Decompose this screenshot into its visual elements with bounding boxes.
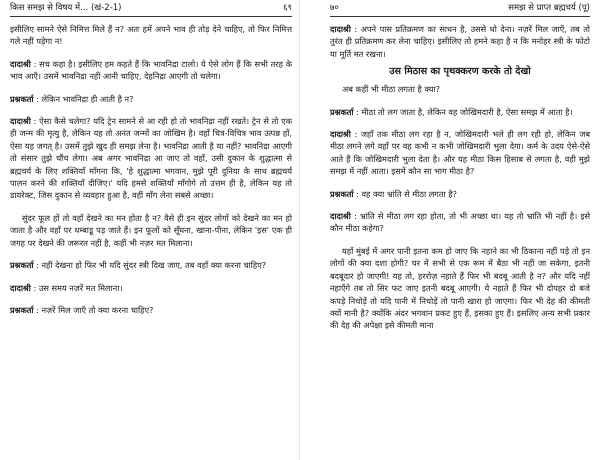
paragraph: प्रश्नकर्ता : मीठा तो लग जाता है, लेकिन वह जोखिमदारी है, ऐसा समझ में आता है। <box>330 106 573 117</box>
speaker-label: प्रश्नकर्ता <box>10 260 34 271</box>
section-heading: उस मिठास का पृथक्करण करके तो देखो <box>389 66 531 78</box>
paragraph: प्रश्नकर्ता : नहीं देखना हो फिर भी यदि सुंदर स्त्री दिख जाए, तब वहाँ क्या करना चाहिए? <box>10 260 267 271</box>
speaker-label: प्रश्नकर्ता <box>10 93 34 104</box>
right-page-number: ७० <box>330 3 339 13</box>
paragraph: सुंदर फूल हों तो वहाँ देखने का मन होता है न? वैसे ही इन सुंदर लोगों को देखने का मन हो जाता है और वहाँ पर धम्बाडू पड़ जाते हैं। इन फूलों को सूँघना, खाना-पीना, लेकिन 'इस' एक ही जगह पर देखने की जरूरत नहीं है, कहीं भी नज़र मत मिलाना। <box>10 212 292 248</box>
left-running-header <box>10 0 292 17</box>
paragraph: दादाश्री : सच कहा है। इसीलिए हम कहते हैं कि भावनिद्रा टालो। ये ऐसे लोग हैं कि सभी तरह के भाव आएँ। उसमें भावनिद्रा नहीं आनी चाहिए, देहनिद्रा आएगी तो चलेगा। <box>10 58 293 82</box>
right-page <box>300 0 600 460</box>
paragraph: दादाश्री : ऐसा कैसे चलेगा? यदि ट्रेन सामने से आ रही हो तो भावनिद्रा नहीं रखते। ट्रेन से तो एक ही जन्म की मृत्यु है, लेकिन यह तो अनंत जन्मों का जोखिम है। वहाँ चित्र-विचित्र भाव उत्पन्न हों, ऐसा यह जगत् है। उसमें तुझे खुद ही समझ लेना है। भावनिद्रा आती है या नहीं? भावनिद्रा आएगी तो संसार तुझे चौंच लेगा। अब अगर भावनिद्रा आ जाए तो वहाँ, उसी दुकान के शुद्धात्मा से ब्रह्मचर्य के लिए शक्तियाँ माँगना कि, 'हे शुद्धात्मा भगवान, मुझे पूरी दुनिया के साथ ब्रह्मचर्य पालन करने की शक्तियाँ दीजिए।' यदि हमसे शक्तियाँ माँगोगे तो उत्तम ही है, लेकिन यह तो डायरेक्ट, जिस दुकान से व्यवहार हुआ है, वहीं माँग लेना सबसे अच्छा। <box>10 116 293 201</box>
paragraph: प्रश्नकर्ता : लेकिन भावनिद्रा ही आती है न? <box>10 93 134 104</box>
speaker-label: दादाश्री <box>10 282 31 293</box>
left-running-title: किस समझ से विषय में... (खं-2-1) <box>10 3 122 13</box>
right-running-title: समझ से प्राप्त ब्रह्मचर्य (पू) <box>508 3 590 13</box>
paragraph: दादाश्री : भ्रांति से मीठा लग रहा होता, तो भी अच्छा था। यह तो भ्रांति भी नहीं है। इसे कौन मीठा कहेगा? <box>330 211 590 234</box>
speaker-label: दादाश्री <box>10 58 31 69</box>
paragraph: दादाश्री : अपने पास प्रतिक्रमण का साधन है, उससे धो देना। नज़रें मिल जाएँ, तब तो तुरंत ही प्रतिक्रमण कर लेना चाहिए। इसीलिए तो हमने कहा है न कि मनोहर स्त्री के फोटो या मूर्ति मत रखना। <box>330 24 590 59</box>
paragraph: अब कहीं भी मीठा लगता है क्या? <box>342 84 440 95</box>
speaker-label: दादाश्री <box>330 24 351 34</box>
speaker-label: दादाश्री <box>10 116 31 127</box>
paragraph: प्रश्नकर्ता : वह क्या भ्रांति से मीठा लगता है? <box>330 188 457 199</box>
speaker-label: दादाश्री <box>330 211 351 222</box>
paragraph: प्रश्नकर्ता : नज़रें मिल जाएँ तो क्या करना चाहिए? <box>10 304 154 315</box>
right-running-header <box>330 0 590 17</box>
paragraph: दादाश्री : जहाँ तक मीठा लग रहा है न, जोखिमदारी भले ही लग रही हो, लेकिन जब मीठा लगने लगे वहाँ पर वह कभी न कभी जोखिमदारी भुला देगा। कर्म के उदय ऐसे-ऐसे आते हैं कि जोखिमदारी भुला देता है। और यह मीठा किस हिसाब से लगता है, वही मुझे समझ में नहीं आता। इसमें कौन सा भाग मीठा है? <box>330 129 590 177</box>
speaker-label: प्रश्नकर्ता <box>330 106 354 117</box>
paragraph: यहाँ मुंबई में अगर पानी इतना कम हो जाए कि नहाने का भी ठिकाना नहीं पड़े तो इन लोगों की क्या दशा होगी? घर में सभी से एक रूम में बैठा भी नहीं जा सकेगा, इतनी बदबूदार हो जाएगी! यह तो, हररोज़ नहाते हैं फिर भी बदबू आती है न? और यदि नहीं नहाएँगे तब तो सिर फट जाए इतनी बदबू आएगी। ये नहाते हैं फिर भी दोपहर दो बजे कपड़े निचोड़ें तो यदि पानी में निचोड़ें तो पानी खारा हो जाएगा। फिर भी देह की कीमती क्यों मानी है? क्योंकि अंदर भगवान प्रकट हुए हैं, इसका हुए हैं। इसलिए अन्य सभी प्रकार की देह की अपेक्षा इसे कीमती माना <box>330 245 590 331</box>
left-page-number: ६९ <box>283 3 292 13</box>
paragraph: इसीलिए सामने ऐसे निमित्त मिले हैं न? अतः हमें अपने भाव ही तोड़ देने चाहिए, तो फिर निमित्त गले नहीं पड़ेगा न! <box>10 24 292 47</box>
speaker-label: प्रश्नकर्ता <box>330 188 354 199</box>
speaker-label: प्रश्नकर्ता <box>10 304 34 315</box>
speaker-label: दादाश्री <box>330 129 351 140</box>
paragraph: दादाश्री : उस समय नज़रें मत मिलाना। <box>10 282 123 293</box>
